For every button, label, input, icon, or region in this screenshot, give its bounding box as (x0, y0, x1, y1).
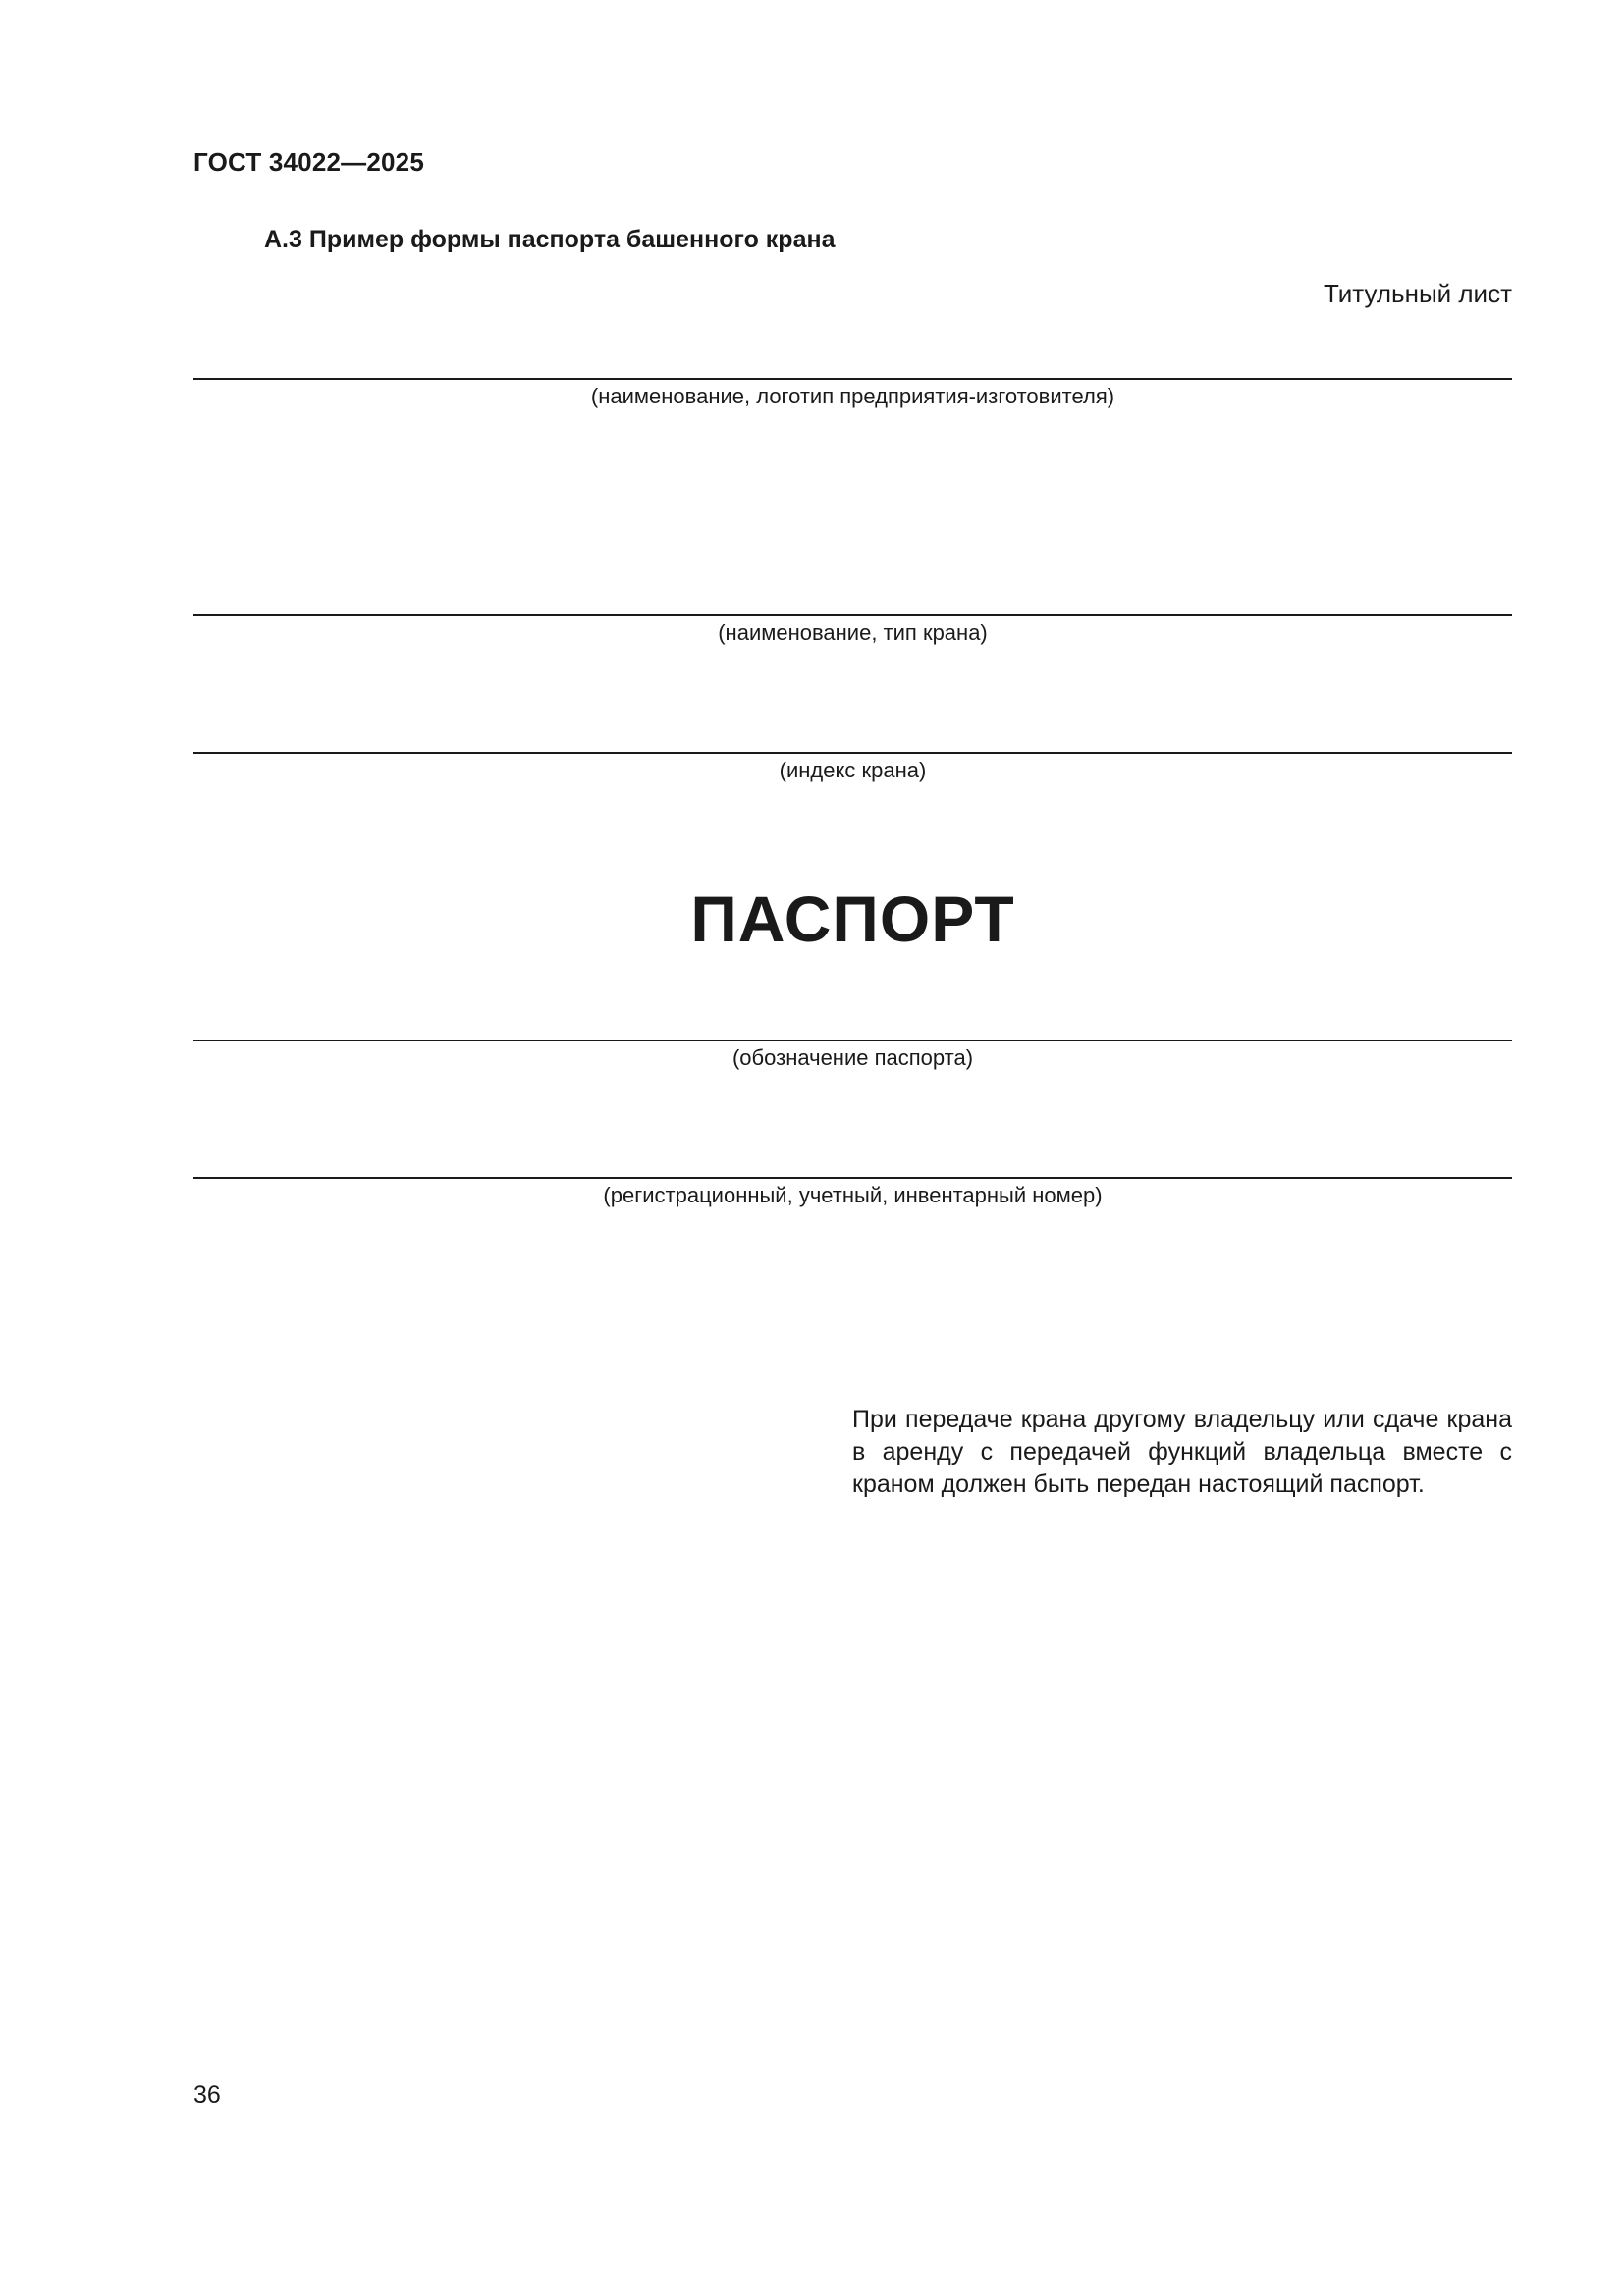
crane-name-field-line (193, 614, 1512, 616)
registration-number-field-line (193, 1177, 1512, 1179)
passport-title: ПАСПОРТ (690, 882, 1015, 955)
registration-number-field-caption: (регистрационный, учетный, инвентарный номер) (603, 1183, 1103, 1207)
crane-index-field (193, 752, 1512, 783)
transfer-notice: При передаче крана другому владельцу или сдаче крана в аренду с передачей функций владельца вместе с краном должен быть передан настоящий паспорт. (852, 1406, 1512, 1498)
title-sheet-label: Титульный лист (1323, 279, 1512, 308)
crane-name-field-caption: (наименование, тип крана) (718, 620, 988, 645)
page-number: 36 (193, 2081, 221, 2109)
passport-designation-field-line (193, 1040, 1512, 1041)
manufacturer-field-line (193, 378, 1512, 380)
passport-designation-field (193, 1040, 1512, 1071)
manufacturer-field (193, 378, 1512, 409)
registration-number-field (193, 1177, 1512, 1208)
manufacturer-field-caption: (наименование, логотип предприятия-изготовителя) (590, 384, 1115, 408)
crane-index-field-line (193, 752, 1512, 754)
crane-name-field (193, 614, 1512, 646)
standard-header: ГОСТ 34022—2025 (193, 147, 424, 177)
crane-index-field-caption: (индекс крана) (779, 758, 927, 782)
passport-designation-field-caption: (обозначение паспорта) (731, 1045, 974, 1070)
section-title: А.3 Пример формы паспорта башенного крана (264, 226, 836, 253)
